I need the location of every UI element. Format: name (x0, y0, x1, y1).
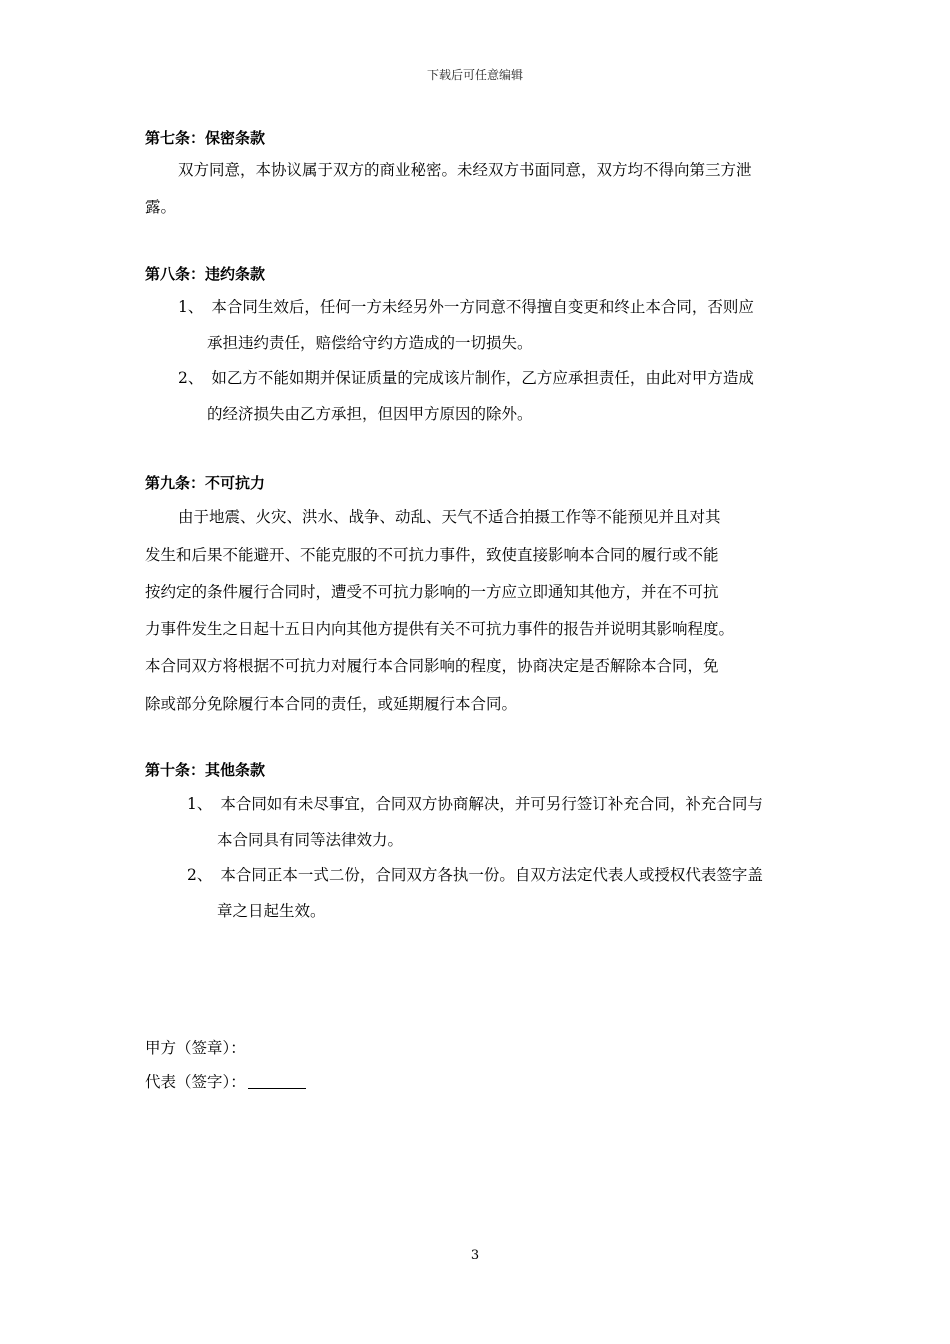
article-7-line: 双方同意，本协议属于双方的商业秘密。未经双方书面同意，双方均不得向第三方泄 (178, 161, 752, 179)
item-number: 2、 (187, 866, 213, 884)
article-8-item-1-cont: 承担违约责任，赔偿给守约方造成的一切损失。 (207, 334, 533, 352)
item-text: 本合同如有未尽事宜，合同双方协商解决，并可另行签订补充合同，补充合同与 (220, 795, 763, 813)
item-number: 1、 (178, 298, 204, 316)
article-10-item-1 (187, 794, 763, 814)
page-number: 3 (470, 1248, 480, 1263)
article-9-line: 由于地震、火灾、洪水、战争、动乱、天气不适合拍摄工作等不能预见并且对其 (178, 508, 721, 526)
article-9-line: 力事件发生之日起十五日内向其他方提供有关不可抗力事件的报告并说明其影响程度。 (145, 620, 735, 638)
article-7-line: 露。 (145, 198, 177, 216)
article-10-title: 第十条：其他条款 (145, 761, 266, 779)
article-9-line: 按约定的条件履行合同时，遭受不可抗力影响的一方应立即通知其他方，并在不可抗 (145, 583, 719, 601)
article-7-title: 第七条：保密条款 (145, 129, 266, 147)
signature-line (248, 1074, 306, 1089)
article-8-item-2-cont: 的经济损失由乙方承担，但因甲方原因的除外。 (207, 405, 533, 423)
article-10-item-2-cont: 章之日起生效。 (217, 902, 326, 920)
party-a-signature-label: 甲方（签章）： (145, 1039, 246, 1057)
item-text: 本合同正本一式二份，合同双方各执一份。自双方法定代表人或授权代表签字盖 (220, 866, 763, 884)
representative-signature-row (145, 1072, 306, 1092)
article-9-line: 发生和后果不能避开、不能克服的不可抗力事件，致使直接影响本合同的履行或不能 (145, 546, 719, 564)
article-9-line: 本合同双方将根据不可抗力对履行本合同影响的程度，协商决定是否解除本合同，免 (145, 657, 719, 675)
item-number: 2、 (178, 369, 204, 387)
article-9-line: 除或部分免除履行本合同的责任，或延期履行本合同。 (145, 695, 518, 713)
article-10-item-2 (187, 865, 763, 885)
article-8-title: 第八条：违约条款 (145, 265, 266, 283)
representative-signature-label: 代表（签字）： (145, 1073, 246, 1091)
article-9-title: 第九条：不可抗力 (145, 474, 266, 492)
article-10-item-1-cont: 本合同具有同等法律效力。 (217, 831, 404, 849)
article-8-item-1 (178, 297, 754, 317)
article-8-item-2 (178, 368, 754, 388)
item-text: 本合同生效后，任何一方未经另外一方同意不得擅自变更和终止本合同，否则应 (211, 298, 754, 316)
item-text: 如乙方不能如期并保证质量的完成该片制作，乙方应承担责任，由此对甲方造成 (211, 369, 754, 387)
item-number: 1、 (187, 795, 213, 813)
page-header: 下载后可任意编辑 (426, 68, 523, 82)
